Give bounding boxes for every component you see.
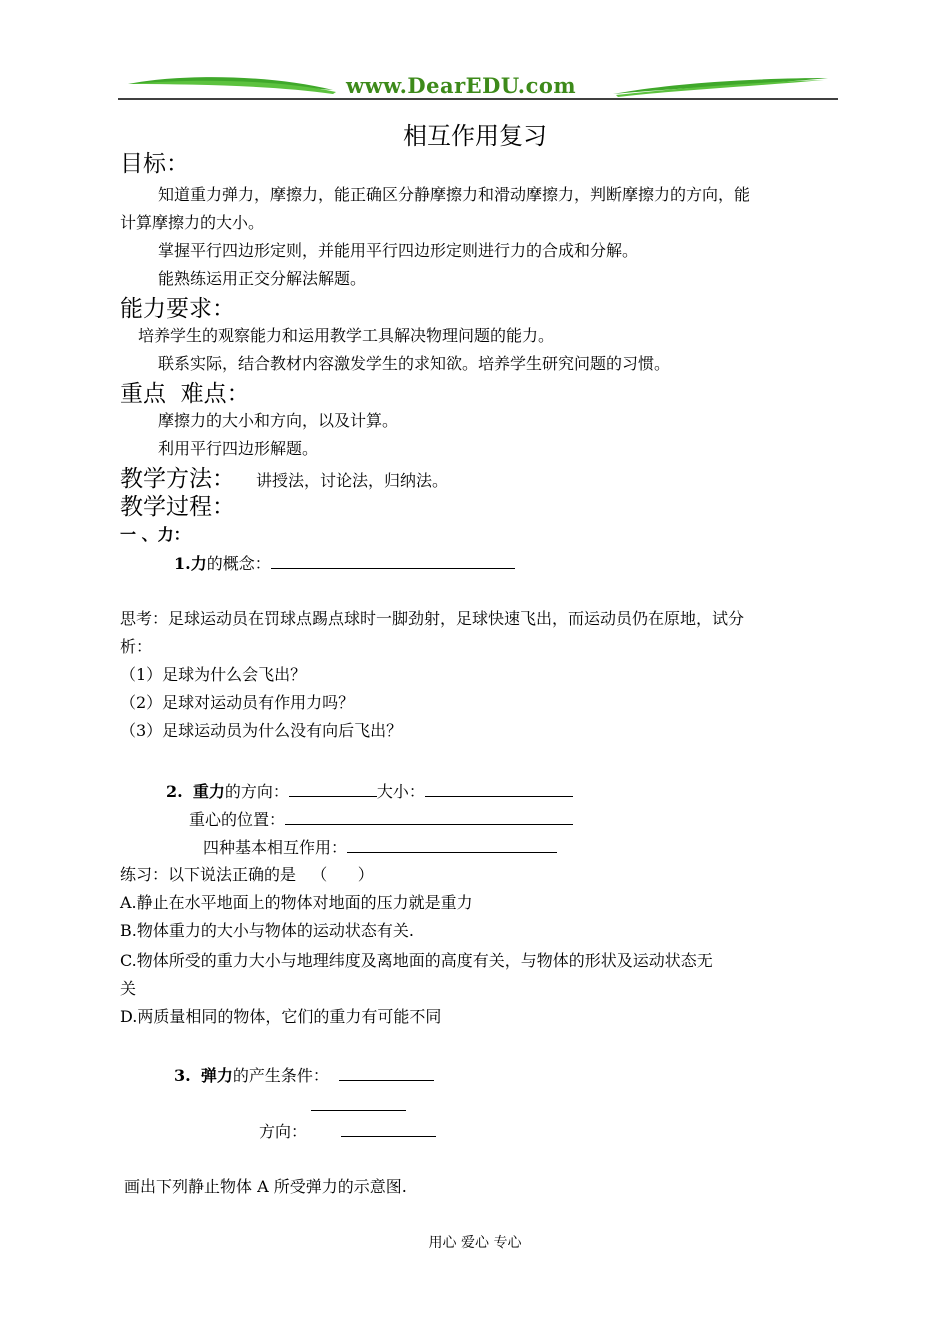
item3-direction-label: 方向： <box>259 1122 308 1141</box>
four-interactions-label: 四种基本相互作用： <box>203 838 348 857</box>
elastic-condition-blank-1[interactable] <box>339 1064 434 1081</box>
item3-bold-term: 弹力 <box>200 1066 233 1085</box>
option-a: A.静止在水平地面上的物体对地面的压力就是重力 <box>120 893 473 912</box>
method-text: 讲授法，讨论法，归纳法。 <box>256 471 449 490</box>
item3-label: 的产生条件： <box>232 1066 329 1085</box>
part1-heading: 一 、力： <box>120 525 190 544</box>
item1-number: 1. <box>174 554 191 573</box>
key-points-text-2: 利用平行四边形解题。 <box>158 439 319 458</box>
center-of-gravity-blank[interactable] <box>285 808 573 825</box>
goals-heading: 目标： <box>120 151 189 177</box>
key-points-text-1: 摩擦力的大小和方向，以及计算。 <box>158 411 399 430</box>
page-footer: 用心 爱心 专心 <box>428 1235 522 1251</box>
four-interactions-line <box>203 836 557 859</box>
item2-bold-term: 重力 <box>192 782 225 801</box>
question-2: （2）足球对运动员有作用力吗？ <box>120 693 355 712</box>
item2-direction-label: 的方向： <box>224 782 289 801</box>
elastic-condition-blank-2[interactable] <box>311 1094 406 1111</box>
elastic-direction-blank[interactable] <box>341 1120 436 1137</box>
ability-heading: 能力要求： <box>120 296 235 322</box>
think-line2: 析： <box>120 637 153 656</box>
four-interactions-blank[interactable] <box>347 836 557 853</box>
item2-size-label: 大小： <box>376 782 425 801</box>
option-c-line2: 关 <box>120 979 137 998</box>
ability-text-2: 联系实际，结合教材内容激发学生的求知欲。培养学生研究问题的习惯。 <box>158 354 671 373</box>
center-of-gravity-label: 重心的位置： <box>189 810 286 829</box>
item1-blank[interactable] <box>271 552 515 569</box>
goals-text-2: 掌握平行四边形定则，并能用平行四边形定则进行力的合成和分解。 <box>158 241 639 260</box>
draw-prompt: 画出下列静止物体 A 所受弹力的示意图. <box>124 1177 407 1196</box>
center-of-gravity-line <box>189 808 573 831</box>
exercise-prompt: 练习：以下说法正确的是 （ ） <box>120 865 374 884</box>
logo-text: www.DearEDU.com <box>346 73 577 98</box>
item3-number: 3. <box>174 1066 191 1085</box>
header-logo <box>118 70 838 104</box>
item1-label: 的概念： <box>206 554 271 573</box>
page-title: 相互作用复习 <box>403 122 547 150</box>
question-1: （1）足球为什么会飞出？ <box>120 665 307 684</box>
item1-bold-term: 力 <box>190 554 207 573</box>
gravity-direction-blank[interactable] <box>289 780 377 797</box>
item2-line <box>166 780 573 803</box>
key-points-heading: 重点 难点： <box>120 381 250 407</box>
goals-text-3: 能熟练运用正交分解法解题。 <box>158 269 367 288</box>
gravity-size-blank[interactable] <box>425 780 573 797</box>
think-line1: 思考：足球运动员在罚球点踢点球时一脚劲射，足球快速飞出，而运动员仍在原地，试分 <box>120 609 745 628</box>
goals-text-line2: 计算摩擦力的大小。 <box>120 213 265 232</box>
option-d: D.两质量相同的物体，它们的重力有可能不同 <box>120 1007 442 1026</box>
ability-text-1: 培养学生的观察能力和运用教学工具解决物理问题的能力。 <box>138 326 555 345</box>
method-heading: 教学方法： <box>120 466 235 492</box>
option-c-line1: C.物体所受的重力大小与地理纬度及离地面的高度有关，与物体的形状及运动状态无 <box>120 951 713 970</box>
option-b: B.物体重力的大小与物体的运动状态有关. <box>120 921 414 940</box>
item2-number: 2. <box>166 782 183 801</box>
item3-line <box>174 1064 434 1087</box>
goals-text-line1: 知道重力弹力，摩擦力，能正确区分静摩擦力和滑动摩擦力，判断摩擦力的方向，能 <box>158 185 751 204</box>
process-heading: 教学过程： <box>120 494 235 520</box>
item3-direction-line <box>259 1120 436 1143</box>
question-3: （3）足球运动员为什么没有向后飞出？ <box>120 721 403 740</box>
item1-line <box>174 552 515 575</box>
